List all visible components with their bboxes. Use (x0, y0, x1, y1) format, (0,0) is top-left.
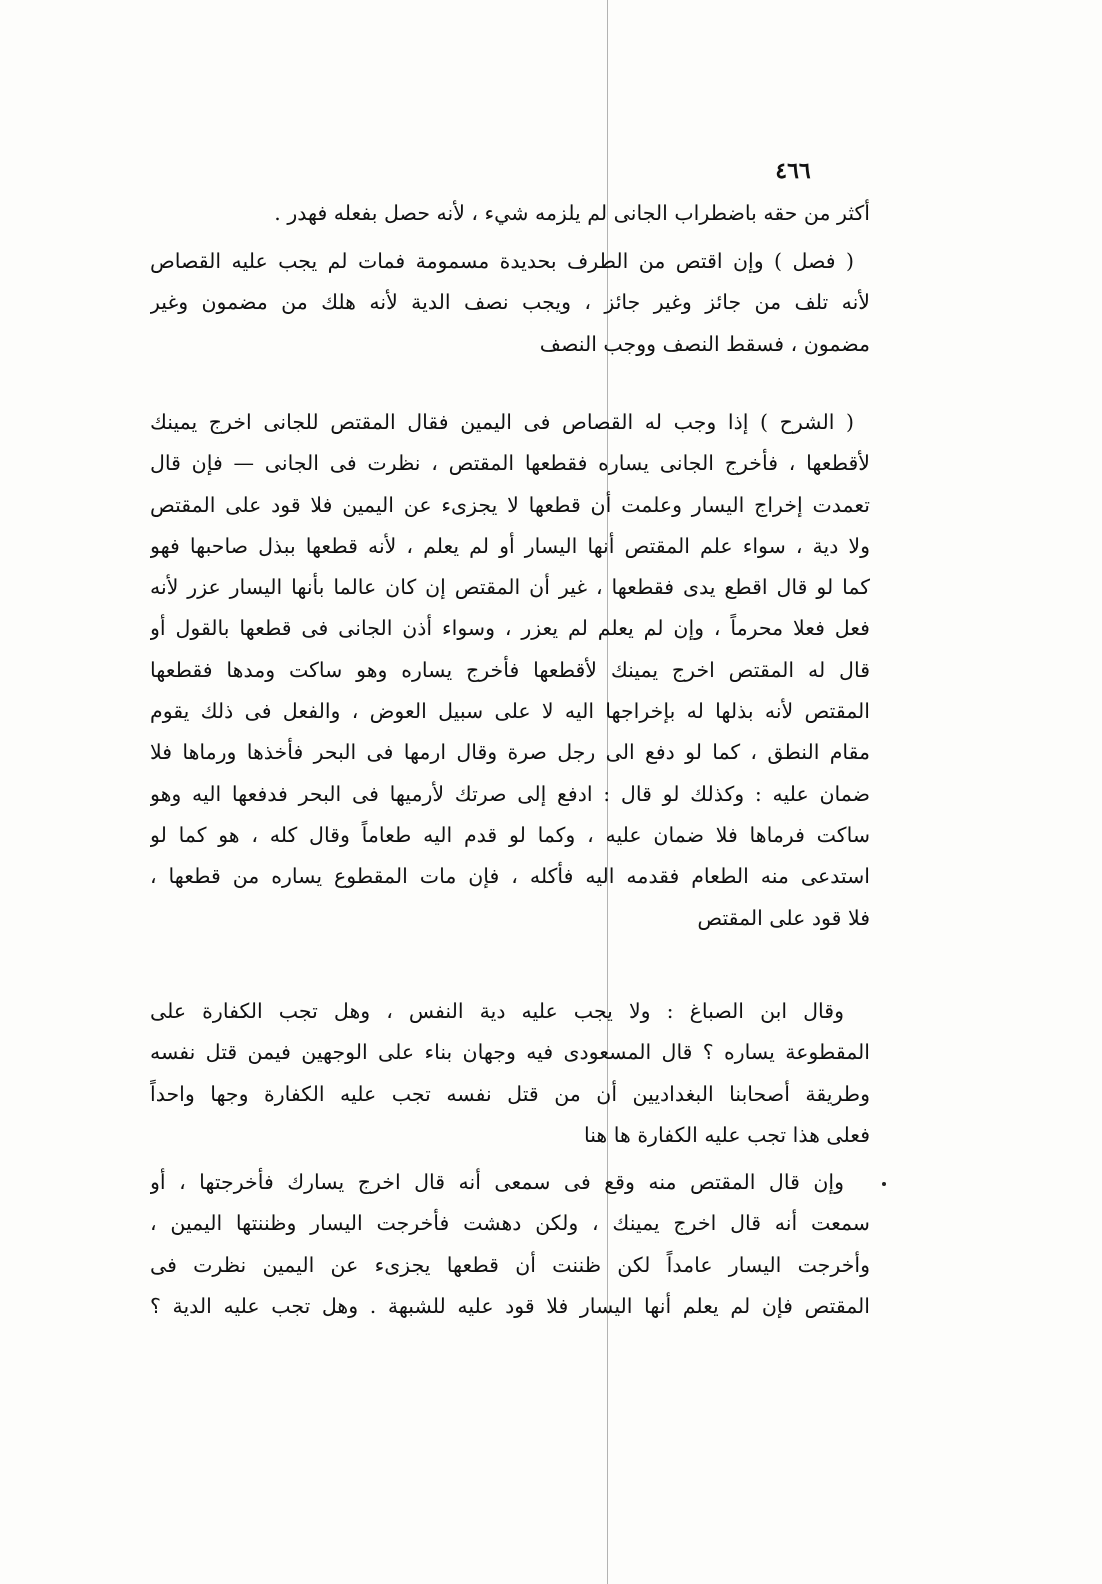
text-line: المقتص فإن لم يعلم أنها اليسار فلا قود عليه للشبهة . وهل تجب عليه الدية ؟ (150, 1293, 870, 1318)
text-line: المقتص لأنه بذلها له بإخراجها اليه لا على سبيل العوض ، والفعل فى ذلك يقوم (150, 699, 870, 724)
text-line: وأخرجت اليسار عامداً لكن ظننت أن قطعها يجزىء عن اليمين نظرت فى (150, 1252, 870, 1277)
text-line: فعلى هذا تجب عليه الكفارة ها هنا (583, 1122, 870, 1147)
text-line: استدعى منه الطعام فقدمه اليه فأكله ، فإن مات المقطوع يساره من قطعها ، (150, 864, 870, 889)
page-number: ٤٦٦ (775, 158, 811, 184)
text-line: فلا قود على المقتص (697, 905, 870, 930)
text-line: أكثر من حقه باضطراب الجانى لم يلزمه شيء ، لأنه حصل بفعله فهدر . (274, 201, 870, 225)
text-line: قال له المقتص اخرج يمينك لأقطعها فأخرج يساره وهو ساكت ومدها فقطعها (150, 657, 870, 682)
text-line: وقال ابن الصباغ : ولا يجب عليه دية النفس ، وهل تجب الكفارة على (150, 999, 844, 1023)
text-line: مضمون ، فسقط النصف ووجب النصف (539, 331, 870, 356)
text-line: لأقطعها ، فأخرج الجانى يساره فقطعها المقتص ، نظرت فى الجانى — فإن قال (150, 451, 870, 476)
text-line: ( الشرح ) إذا وجب له القصاص فى اليمين فقال المقتص للجانى اخرج يمينك (150, 410, 854, 434)
text-line: ساكت فرماها فلا ضمان عليه ، وكما لو قدم اليه طعاماً وقال كله ، هو كما لو (150, 822, 870, 847)
text-line: وإن قال المقتص منه وقع فى سمعى أنه قال اخرج يسارك فأخرجتها ، أو (150, 1170, 844, 1194)
text-line: كما لو قال اقطع يدى فقطعها ، غير أن المقتص إن كان عالما بأنها اليسار عزر لأنه (150, 575, 870, 600)
text-line: ( فصل ) وإن اقتص من الطرف بحديدة مسمومة فمات لم يجب عليه القصاص (150, 249, 854, 273)
text-line: فعل فعلا محرماً ، وإن لم يعلم لم يعزر ، وسواء أذن الجانى فى قطعها بالقول أو (150, 616, 870, 641)
text-line: المقطوعة يساره ؟ قال المسعودى فيه وجهان بناء على الوجهين فيمن قتل نفسه (150, 1040, 870, 1065)
text-line: ولا دية ، سواء علم المقتص أنها اليسار أو لم يعلم ، لأنه قطعها ببذل صاحبها فهو (150, 533, 870, 558)
text-line: مقام النطق ، كما لو دفع الى رجل صرة وقال ارمها فى البحر فأخذها ورماها فلا (150, 740, 870, 765)
paragraph-fasl (150, 241, 870, 365)
paragraph-sharh (150, 402, 870, 939)
text-line: وطريقة أصحابنا البغداديين أن من قتل نفسه تجب عليه الكفارة وجها واحداً (150, 1081, 870, 1106)
paragraph-final (150, 1162, 870, 1327)
paragraph-ibn-al-sabbagh (150, 991, 870, 1156)
text-line: سمعت أنه قال اخرج يمينك ، ولكن دهشت فأخرجت اليسار وظننتها اليمين ، (150, 1211, 870, 1236)
text-line: لأنه تلف من جائز وغير جائز ، ويجب نصف الدية لأنه هلك من مضمون وغير (150, 290, 870, 315)
text-line: تعمدت إخراج اليسار وعلمت أن قطعها لا يجزىء عن اليمين فلا قود على المقتص (150, 492, 870, 517)
margin-dot (882, 1182, 886, 1186)
paragraph-continuation (150, 193, 870, 234)
text-line: ضمان عليه : وكذلك لو قال : ادفع إلى صرتك لأرميها فى البحر فدفعها اليه وهو (150, 781, 870, 806)
